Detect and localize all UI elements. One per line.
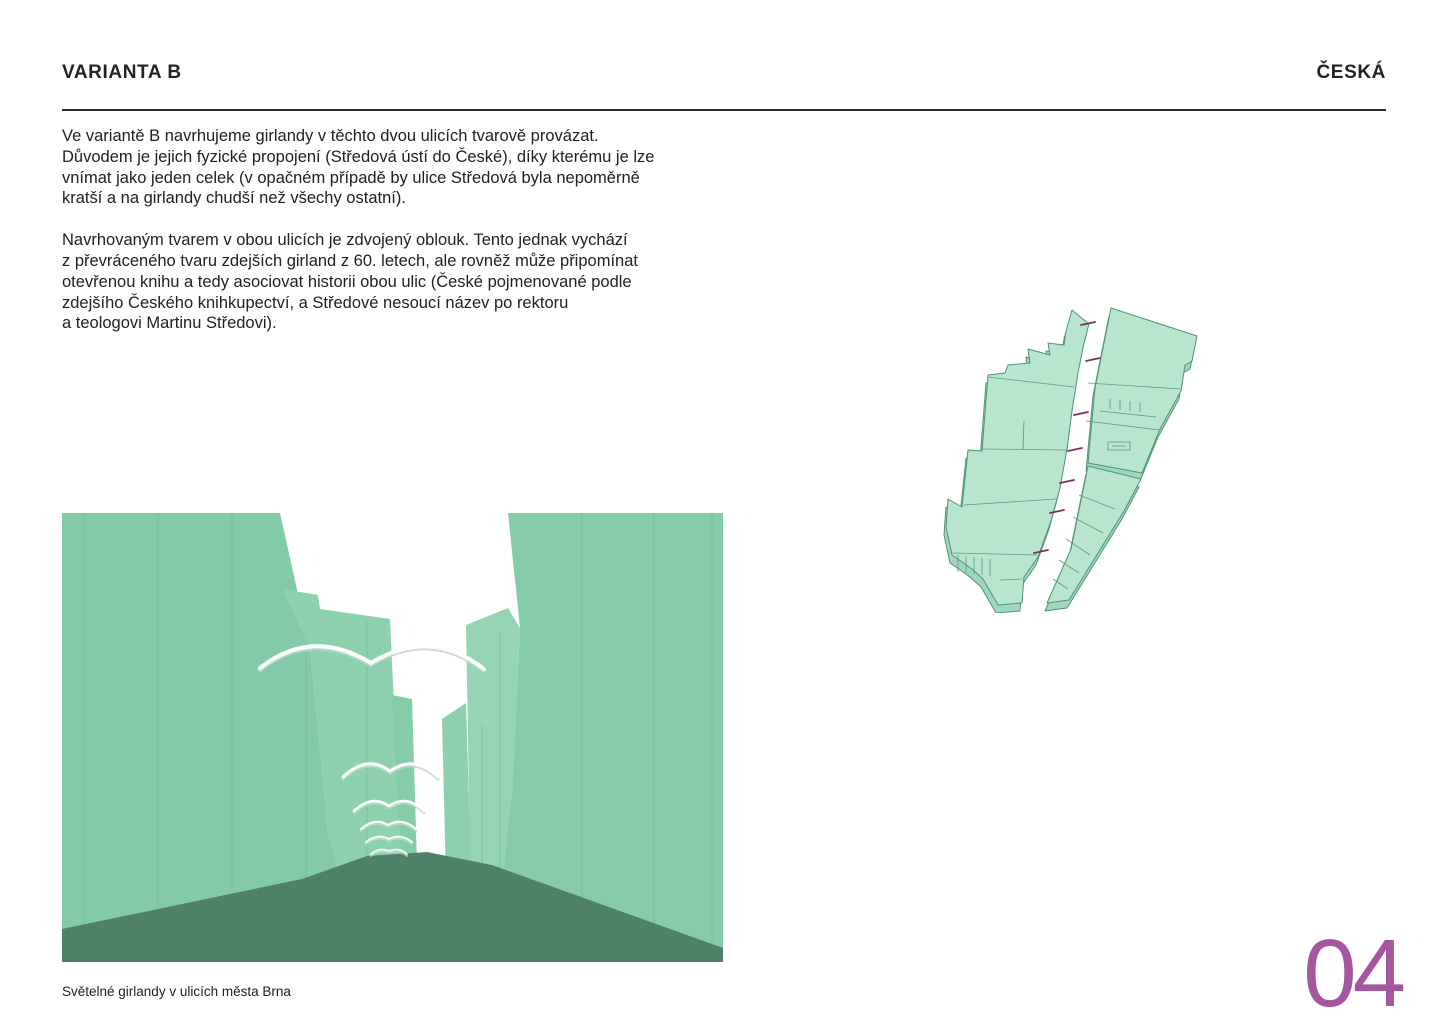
aerial-map-figure bbox=[938, 303, 1208, 613]
text-line: vnímat jako jeden celek (v opačném případě by ulice Středová byla nepoměrně bbox=[62, 168, 640, 187]
section-title: ČESKÁ bbox=[1316, 62, 1386, 83]
text-line: zdejšího Českého knihkupectví, a Středové nesoucí název po rektoru bbox=[62, 293, 569, 312]
text-line: a teologovi Martinu Středovi). bbox=[62, 314, 277, 333]
page-number: 04 bbox=[1303, 920, 1402, 1024]
body-text bbox=[62, 126, 762, 334]
page-title: VARIANTA B bbox=[62, 62, 182, 83]
paragraph-2 bbox=[62, 230, 762, 334]
text-line: otevřenou knihu a tedy asociovat historii obou ulic (České pojmenované podle bbox=[62, 272, 632, 291]
street-render-image bbox=[62, 513, 723, 962]
paragraph-1 bbox=[62, 126, 762, 209]
figure-caption: Světelné girlandy v ulicích města Brna bbox=[62, 984, 291, 999]
right-street-block-lower bbox=[1047, 466, 1141, 603]
building-roofs bbox=[946, 308, 1197, 605]
text-line: z převráceného tvaru zdejších girland z 60. letech, ale rovněž může připomínat bbox=[62, 251, 638, 270]
right-street-block-upper bbox=[1088, 308, 1197, 473]
text-line: Důvodem je jejich fyzické propojení (Středová ústí do České), díky kterému je lze bbox=[62, 147, 655, 166]
text-line: kratší a na girlandy chudší než všechy ostatní). bbox=[62, 189, 406, 208]
header-divider bbox=[62, 109, 1386, 111]
text-line: Navrhovaným tvarem v obou ulicích je zdvojený oblouk. Tento jednak vychází bbox=[62, 231, 628, 250]
aerial-map-image bbox=[938, 303, 1208, 613]
text-line: Ve variantě B navrhujeme girlandy v těchto dvou ulicích tvarově provázat. bbox=[62, 127, 599, 145]
street-render-figure bbox=[62, 513, 723, 962]
